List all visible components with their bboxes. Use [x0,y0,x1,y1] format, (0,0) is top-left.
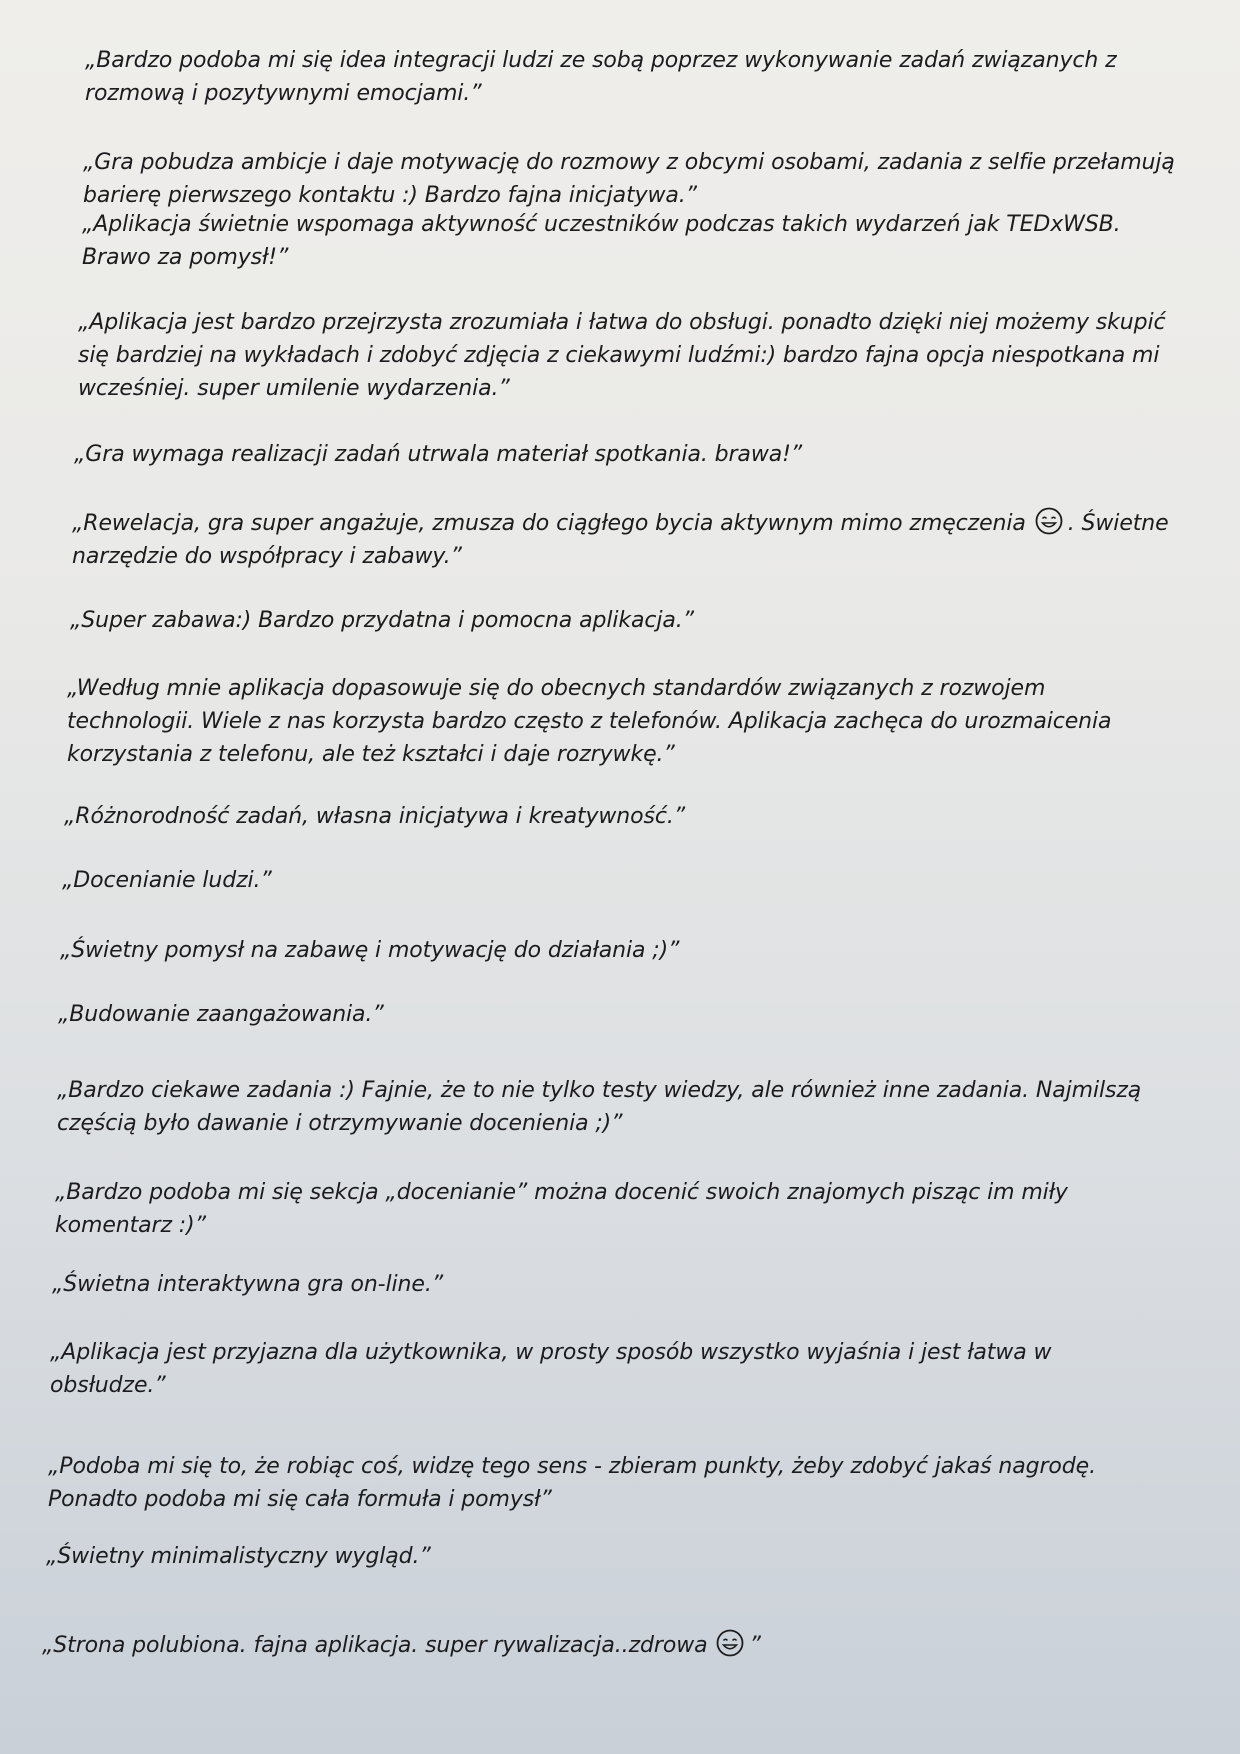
testimonial-16: „Aplikacja jest przyjazna dla użytkownika, w prosty sposób wszystko wyjaśnia i jest łatwa w obsłudze.” [50,1340,1052,1398]
testimonial-11: „Świetny pomysł na zabawę i motywację do działania ;)” [60,938,680,963]
smiley-icon [715,1628,745,1658]
smiley-icon [1034,506,1064,536]
testimonial-19 [42,1628,1152,1662]
testimonial-13: „Bardzo ciekawe zadania :) Fajnie, że to nie tylko testy wiedzy, ale również inne zadania. Najmilszą częścią było dawanie i otrzymywanie docenienia ;)” [57,1078,1142,1136]
testimonial-5: „Gra wymaga realizacji zadań utrwala materiał spotkania. brawa!” [74,442,803,467]
testimonial-19-text-start: „Strona polubiona. fajna aplikacja. super rywalizacja..zdrowa [42,1633,708,1658]
testimonial-19-text-end: ” [749,1633,761,1658]
testimonial-18: „Świetny minimalistyczny wygląd.” [46,1544,431,1569]
testimonial-17: „Podoba mi się to, że robiąc coś, widzę tego sens - zbieram punkty, żeby zdobyć jakaś nagrodę. Ponadto podoba mi się cała formuła i pomysł” [48,1454,1096,1512]
testimonial-12: „Budowanie zaangażowania.” [58,1002,384,1027]
testimonial-4: „Aplikacja jest bardzo przejrzysta zrozumiała i łatwa do obsługi. ponadto dzięki niej możemy skupić się bardziej na wykładach i zdobyć zdjęcia z ciekawymi ludźmi:) bardzo fajna opcja niespotkana mi wcześniej. super umilenie wydarzenia.” [78,310,1166,401]
testimonial-8: „Według mnie aplikacja dopasowuje się do obecnych standardów związanych z rozwojem technologii. Wiele z nas korzysta bardzo często z telefonów. Aplikacja zachęca do urozmaicenia korzystania z telefonu, ale też kształci i daje rozrywkę.” [67,676,1112,767]
testimonial-3: „Aplikacja świetnie wspomaga aktywność uczestników podczas takich wydarzeń jak TEDxWSB. Brawo za pomysł!” [82,212,1121,270]
testimonial-14: „Bardzo podoba mi się sekcja „docenianie” można docenić swoich znajomych pisząc im miły komentarz :)” [55,1180,1068,1238]
testimonial-6-text-end: . Świetne narzędzie do współpracy i zabawy.” [72,511,1169,569]
testimonial-7: „Super zabawa:) Bardzo przydatna i pomocna aplikacja.” [70,608,694,633]
testimonial-6-text-start: „Rewelacja, gra super angażuje, zmusza do ciągłego bycia aktywnym mimo zmęczenia [72,511,1026,536]
testimonial-1: „Bardzo podoba mi się idea integracji ludzi ze sobą poprzez wykonywanie zadań związanych z rozmową i pozytywnymi emocjami.” [85,48,1117,106]
testimonial-9: „Różnorodność zadań, własna inicjatywa i kreatywność.” [64,804,686,829]
testimonial-15: „Świetna interaktywna gra on-line.” [52,1272,444,1297]
testimonial-10: „Docenianie ludzi.” [62,868,272,893]
testimonial-2: „Gra pobudza ambicje i daje motywację do rozmowy z obcymi osobami, zadania z selfie przełamują barierę pierwszego kontaktu :) Bardzo fajna inicjatywa.” [83,150,1175,208]
testimonial-6 [72,506,1182,573]
